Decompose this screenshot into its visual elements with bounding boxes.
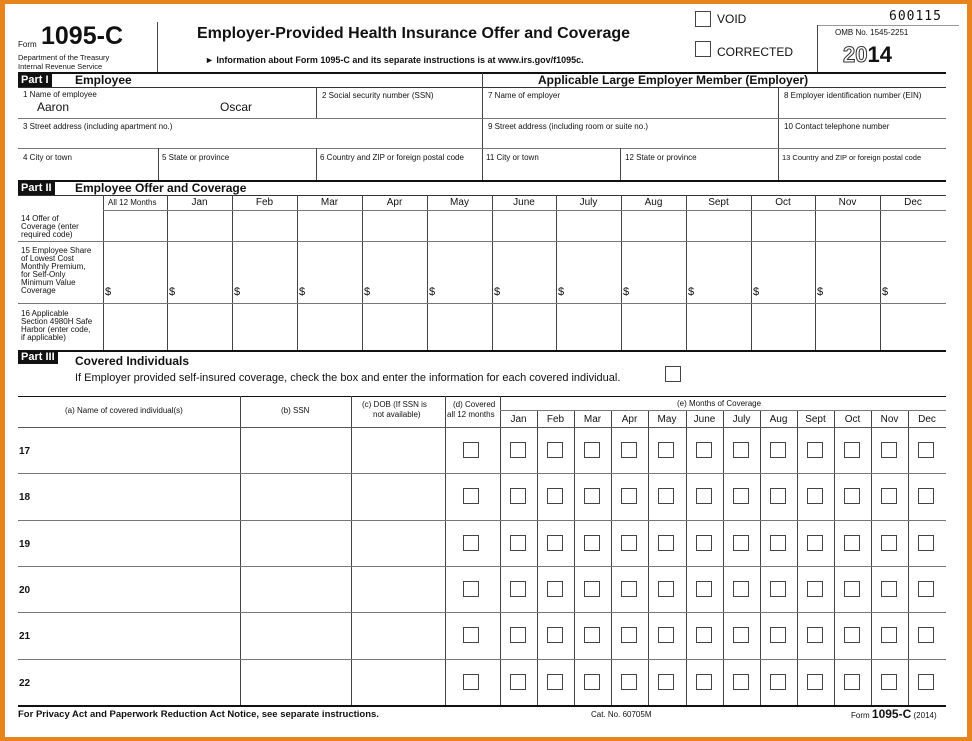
covered-month-checkbox-aug[interactable] xyxy=(770,535,786,551)
covered-month-checkbox-dec[interactable] xyxy=(918,581,934,597)
covered-month-checkbox-july[interactable] xyxy=(733,535,749,551)
covered-month-checkbox-may[interactable] xyxy=(658,581,674,597)
field-1-label: 1 Name of employee xyxy=(23,90,97,99)
covered-month-checkbox-apr[interactable] xyxy=(621,627,637,643)
footer-form-id xyxy=(851,707,937,721)
part3-bottom-rule xyxy=(18,705,946,707)
covered-row-rule xyxy=(18,566,946,567)
covered-month-checkbox-june[interactable] xyxy=(696,627,712,643)
department-line1: Department of the Treasury xyxy=(18,53,110,62)
covered-month-checkbox-nov[interactable] xyxy=(881,627,897,643)
divider xyxy=(620,148,621,180)
p2-month-july: July xyxy=(579,197,598,208)
part2-header-rule xyxy=(18,195,946,196)
covered-row-number: 20 xyxy=(19,584,31,596)
covered-month-checkbox-feb[interactable] xyxy=(547,627,563,643)
field-7-label: 7 Name of employer xyxy=(488,91,561,100)
form-prefix: Form xyxy=(18,40,37,49)
p2-month-apr: Apr xyxy=(386,197,403,208)
row15-rule xyxy=(18,303,946,304)
corrected-label: CORRECTED xyxy=(717,45,794,59)
covered-month-checkbox-mar[interactable] xyxy=(584,674,600,690)
covered-month-checkbox-apr[interactable] xyxy=(621,442,637,458)
row16-label-3: Harbor (enter code, xyxy=(21,325,91,334)
covered-month-checkbox-oct[interactable] xyxy=(844,674,860,690)
covered-month-checkbox-feb[interactable] xyxy=(547,581,563,597)
row14-rule xyxy=(18,241,946,242)
divider xyxy=(158,148,159,180)
divider xyxy=(686,195,687,350)
divider xyxy=(908,410,909,705)
info-line: ► Information about Form 1095-C and its separate instructions is at www.irs.gov/f1095c. xyxy=(205,55,584,65)
covered-month-checkbox-oct[interactable] xyxy=(844,581,860,597)
row15-sept-dollar: $ xyxy=(688,286,695,298)
covered-all12-checkbox[interactable] xyxy=(463,627,479,643)
divider xyxy=(611,410,612,705)
divider xyxy=(103,195,104,350)
covered-month-checkbox-dec[interactable] xyxy=(918,442,934,458)
divider xyxy=(316,148,317,180)
covered-month-checkbox-aug[interactable] xyxy=(770,488,786,504)
p3-month-july: July xyxy=(732,414,751,425)
p3-month-nov: Nov xyxy=(880,414,899,425)
p2-month-feb: Feb xyxy=(255,197,274,208)
p3-month-sept: Sept xyxy=(805,414,826,425)
covered-month-checkbox-june[interactable] xyxy=(696,674,712,690)
row15-apr-dollar: $ xyxy=(364,286,371,298)
divider xyxy=(797,410,798,705)
void-label: VOID xyxy=(717,12,747,26)
field-8-label: 8 Employer identification number (EIN) xyxy=(784,91,922,100)
covered-all12-checkbox[interactable] xyxy=(463,488,479,504)
covered-month-checkbox-aug[interactable] xyxy=(770,674,786,690)
covered-month-checkbox-may[interactable] xyxy=(658,674,674,690)
p2-month-may: May xyxy=(450,197,469,208)
covered-month-checkbox-nov[interactable] xyxy=(881,442,897,458)
covered-month-checkbox-sept[interactable] xyxy=(807,581,823,597)
tax-year-bold: 14 xyxy=(867,42,892,67)
row15-label-6: Coverage xyxy=(21,286,56,295)
part3-table-top xyxy=(18,396,946,397)
covered-month-checkbox-sept[interactable] xyxy=(807,627,823,643)
divider xyxy=(778,87,779,180)
form-1095c xyxy=(5,4,967,737)
p2-month-jan: Jan xyxy=(191,197,208,208)
covered-month-checkbox-july[interactable] xyxy=(733,674,749,690)
covered-row-rule xyxy=(18,473,946,474)
covered-month-checkbox-may[interactable] xyxy=(658,627,674,643)
covered-all12-checkbox[interactable] xyxy=(463,674,479,690)
p3-month-mar: Mar xyxy=(583,414,602,425)
field-9-label: 9 Street address (including room or suite no.) xyxy=(488,122,649,131)
covered-month-checkbox-oct[interactable] xyxy=(844,442,860,458)
covered-month-checkbox-oct[interactable] xyxy=(844,535,860,551)
col-d-header-1: (d) Covered xyxy=(453,400,496,409)
covered-month-checkbox-sept[interactable] xyxy=(807,488,823,504)
covered-month-checkbox-aug[interactable] xyxy=(770,627,786,643)
covered-row-number: 18 xyxy=(19,492,31,504)
p2-month-dec: Dec xyxy=(904,197,922,208)
field-6-label: 6 Country and ZIP or foreign postal code xyxy=(320,153,464,162)
employee-last-name[interactable]: Oscar xyxy=(220,100,253,114)
field-13-label: 13 Country and ZIP or foreign postal code xyxy=(782,153,922,162)
divider xyxy=(815,195,816,350)
col-c-header-1: (c) DOB (If SSN is xyxy=(362,400,427,409)
covered-row-rule xyxy=(18,612,946,613)
p2-month-sept: Sept xyxy=(708,197,729,208)
covered-month-checkbox-jan[interactable] xyxy=(510,535,526,551)
covered-month-checkbox-june[interactable] xyxy=(696,442,712,458)
covered-month-checkbox-sept[interactable] xyxy=(807,442,823,458)
covered-month-checkbox-aug[interactable] xyxy=(770,581,786,597)
covered-row-number: 22 xyxy=(19,677,31,689)
row15-all12-dollar: $ xyxy=(105,286,112,298)
covered-month-checkbox-mar[interactable] xyxy=(584,488,600,504)
covered-month-checkbox-mar[interactable] xyxy=(584,627,600,643)
covered-month-checkbox-feb[interactable] xyxy=(547,442,563,458)
form-number: 1095-C xyxy=(41,22,123,50)
part2-months-rule xyxy=(103,210,946,211)
field-11-label: 11 City or town xyxy=(486,153,539,162)
covered-month-checkbox-oct[interactable] xyxy=(844,488,860,504)
covered-row-number: 19 xyxy=(19,538,31,550)
covered-month-checkbox-jan[interactable] xyxy=(510,581,526,597)
all12-header: All 12 Months xyxy=(108,198,157,207)
divider xyxy=(648,410,649,705)
covered-month-checkbox-jan[interactable] xyxy=(510,442,526,458)
covered-month-checkbox-may[interactable] xyxy=(658,442,674,458)
p3-month-june: June xyxy=(693,414,716,425)
p2-month-aug: Aug xyxy=(644,197,663,208)
divider xyxy=(880,195,881,350)
covered-month-checkbox-dec[interactable] xyxy=(918,627,934,643)
divider xyxy=(297,195,298,350)
row15-label-4: for Self-Only xyxy=(21,270,66,279)
part2-badge: Part II xyxy=(18,182,55,195)
row15-may-dollar: $ xyxy=(429,286,436,298)
row15-june-dollar: $ xyxy=(494,286,501,298)
p2-month-oct: Oct xyxy=(775,197,791,208)
row15-oct-dollar: $ xyxy=(753,286,760,298)
p3-month-aug: Aug xyxy=(769,414,788,425)
covered-month-checkbox-dec[interactable] xyxy=(918,535,934,551)
col-e-rule xyxy=(500,410,946,411)
divider xyxy=(362,195,363,350)
p2-month-june: June xyxy=(513,197,535,208)
row15-mar-dollar: $ xyxy=(299,286,306,298)
divider xyxy=(556,195,557,350)
row16-label-4: if applicable) xyxy=(21,333,66,342)
part1-mid-divider xyxy=(482,73,483,180)
covered-row-number: 21 xyxy=(19,631,31,643)
covered-month-checkbox-nov[interactable] xyxy=(881,535,897,551)
covered-month-checkbox-dec[interactable] xyxy=(918,674,934,690)
covered-all12-checkbox[interactable] xyxy=(463,535,479,551)
tax-year xyxy=(843,42,892,68)
field-12-label: 12 State or province xyxy=(625,153,697,162)
divider xyxy=(751,195,752,350)
col-c-header-2: not available) xyxy=(373,410,421,419)
p3-month-oct: Oct xyxy=(844,414,861,425)
covered-month-checkbox-jan[interactable] xyxy=(510,627,526,643)
covered-month-checkbox-july[interactable] xyxy=(733,442,749,458)
row15-jan-dollar: $ xyxy=(169,286,176,298)
row15-feb-dollar: $ xyxy=(234,286,241,298)
divider xyxy=(232,195,233,350)
divider xyxy=(723,410,724,705)
p3-month-dec: Dec xyxy=(918,414,936,425)
footer-form-prefix: Form xyxy=(851,711,870,720)
covered-month-checkbox-june[interactable] xyxy=(696,535,712,551)
covered-month-checkbox-oct[interactable] xyxy=(844,627,860,643)
col-a-header: (a) Name of covered individual(s) xyxy=(65,406,183,415)
part3-badge: Part III xyxy=(18,351,58,364)
field-2-label: 2 Social security number (SSN) xyxy=(322,91,434,100)
field-4-label: 4 City or town xyxy=(23,153,72,162)
privacy-notice: For Privacy Act and Paperwork Reduction Act Notice, see separate instructions. xyxy=(18,709,379,720)
part3-top-rule xyxy=(18,350,946,352)
divider xyxy=(834,410,835,705)
col-e-header: (e) Months of Coverage xyxy=(677,399,762,408)
header-divider-right xyxy=(817,25,818,73)
covered-month-checkbox-mar[interactable] xyxy=(584,581,600,597)
part1-row1-rule xyxy=(18,118,946,119)
row15-label-3: Monthly Premium, xyxy=(21,262,86,271)
divider xyxy=(537,410,538,705)
covered-month-checkbox-july[interactable] xyxy=(733,488,749,504)
self-insured-checkbox[interactable] xyxy=(665,366,681,382)
covered-month-checkbox-jan[interactable] xyxy=(510,488,526,504)
employee-first-name[interactable]: Aaron xyxy=(37,100,70,114)
covered-month-checkbox-feb[interactable] xyxy=(547,488,563,504)
covered-month-checkbox-june[interactable] xyxy=(696,488,712,504)
covered-row-rule xyxy=(18,520,946,521)
covered-month-checkbox-dec[interactable] xyxy=(918,488,934,504)
part1-badge: Part I xyxy=(18,74,52,87)
covered-month-checkbox-mar[interactable] xyxy=(584,442,600,458)
covered-row-rule xyxy=(18,659,946,660)
corrected-checkbox[interactable] xyxy=(695,41,711,57)
part1-employer-title: Applicable Large Employer Member (Employer) xyxy=(538,73,809,87)
field-3-label: 3 Street address (including apartment no.) xyxy=(23,122,173,131)
omb-number: OMB No. 1545-2251 xyxy=(835,28,909,37)
part2-title: Employee Offer and Coverage xyxy=(75,181,247,195)
covered-month-checkbox-mar[interactable] xyxy=(584,535,600,551)
covered-month-checkbox-feb[interactable] xyxy=(547,535,563,551)
col-b-header: (b) SSN xyxy=(281,406,310,415)
covered-all12-checkbox[interactable] xyxy=(463,442,479,458)
covered-month-checkbox-sept[interactable] xyxy=(807,674,823,690)
covered-month-checkbox-feb[interactable] xyxy=(547,674,563,690)
row15-label-2: of Lowest Cost xyxy=(21,254,74,263)
footer-form-year: (2014) xyxy=(913,711,937,720)
footer-form-number: 1095-C xyxy=(871,707,912,721)
divider xyxy=(427,195,428,350)
row14-label-2: Coverage (enter xyxy=(21,222,79,231)
p2-month-mar: Mar xyxy=(320,197,339,208)
part3-header-rule xyxy=(18,427,946,428)
part3-instruction: If Employer provided self-insured coverage, check the box and enter the information for each covered individual. xyxy=(75,372,621,384)
divider xyxy=(686,410,687,705)
covered-month-checkbox-june[interactable] xyxy=(696,581,712,597)
covered-month-checkbox-aug[interactable] xyxy=(770,442,786,458)
row15-dec-dollar: $ xyxy=(882,286,889,298)
covered-month-checkbox-july[interactable] xyxy=(733,581,749,597)
covered-month-checkbox-jan[interactable] xyxy=(510,674,526,690)
covered-month-checkbox-sept[interactable] xyxy=(807,535,823,551)
p3-month-jan: Jan xyxy=(510,414,527,425)
covered-month-checkbox-july[interactable] xyxy=(733,627,749,643)
catalog-number: Cat. No. 60705M xyxy=(591,710,652,719)
covered-month-checkbox-nov[interactable] xyxy=(881,674,897,690)
control-number: 600115 xyxy=(889,9,942,24)
divider xyxy=(871,410,872,705)
row15-label-1: 15 Employee Share xyxy=(21,246,92,255)
void-checkbox[interactable] xyxy=(695,11,711,27)
covered-month-checkbox-apr[interactable] xyxy=(621,581,637,597)
divider xyxy=(492,195,493,350)
row15-nov-dollar: $ xyxy=(817,286,824,298)
covered-all12-checkbox[interactable] xyxy=(463,581,479,597)
p3-month-apr: Apr xyxy=(621,414,638,425)
row15-aug-dollar: $ xyxy=(623,286,630,298)
covered-month-checkbox-apr[interactable] xyxy=(621,674,637,690)
divider xyxy=(760,410,761,705)
covered-month-checkbox-nov[interactable] xyxy=(881,581,897,597)
covered-month-checkbox-apr[interactable] xyxy=(621,535,637,551)
field-10-label: 10 Contact telephone number xyxy=(784,122,890,131)
covered-month-checkbox-may[interactable] xyxy=(658,488,674,504)
divider xyxy=(621,195,622,350)
row15-july-dollar: $ xyxy=(558,286,565,298)
part3-title: Covered Individuals xyxy=(75,354,190,368)
p3-month-feb: Feb xyxy=(546,414,565,425)
divider xyxy=(316,87,317,118)
covered-month-checkbox-apr[interactable] xyxy=(621,488,637,504)
covered-month-checkbox-may[interactable] xyxy=(658,535,674,551)
row16-label-2: Section 4980H Safe xyxy=(21,317,93,326)
field-5-label: 5 State or province xyxy=(162,153,230,162)
divider xyxy=(574,410,575,705)
header-divider-left xyxy=(157,22,158,72)
divider xyxy=(167,195,168,350)
department-line2: Internal Revenue Service xyxy=(18,62,103,71)
covered-row-number: 17 xyxy=(19,446,31,457)
p3-month-may: May xyxy=(657,414,677,425)
row14-label-3: required code) xyxy=(21,230,73,239)
row16-label-1: 16 Applicable xyxy=(21,309,69,318)
omb-top-line xyxy=(817,25,959,26)
row15-label-5: Minimum Value xyxy=(21,278,76,287)
form-title: Employer-Provided Health Insurance Offer and Coverage xyxy=(197,25,631,42)
covered-month-checkbox-nov[interactable] xyxy=(881,488,897,504)
col-d-header-2: all 12 months xyxy=(447,410,495,419)
part1-title: Employee xyxy=(75,73,132,87)
p2-month-nov: Nov xyxy=(838,197,857,208)
row14-label-1: 14 Offer of xyxy=(21,214,59,223)
tax-year-outline: 20 xyxy=(843,42,868,67)
